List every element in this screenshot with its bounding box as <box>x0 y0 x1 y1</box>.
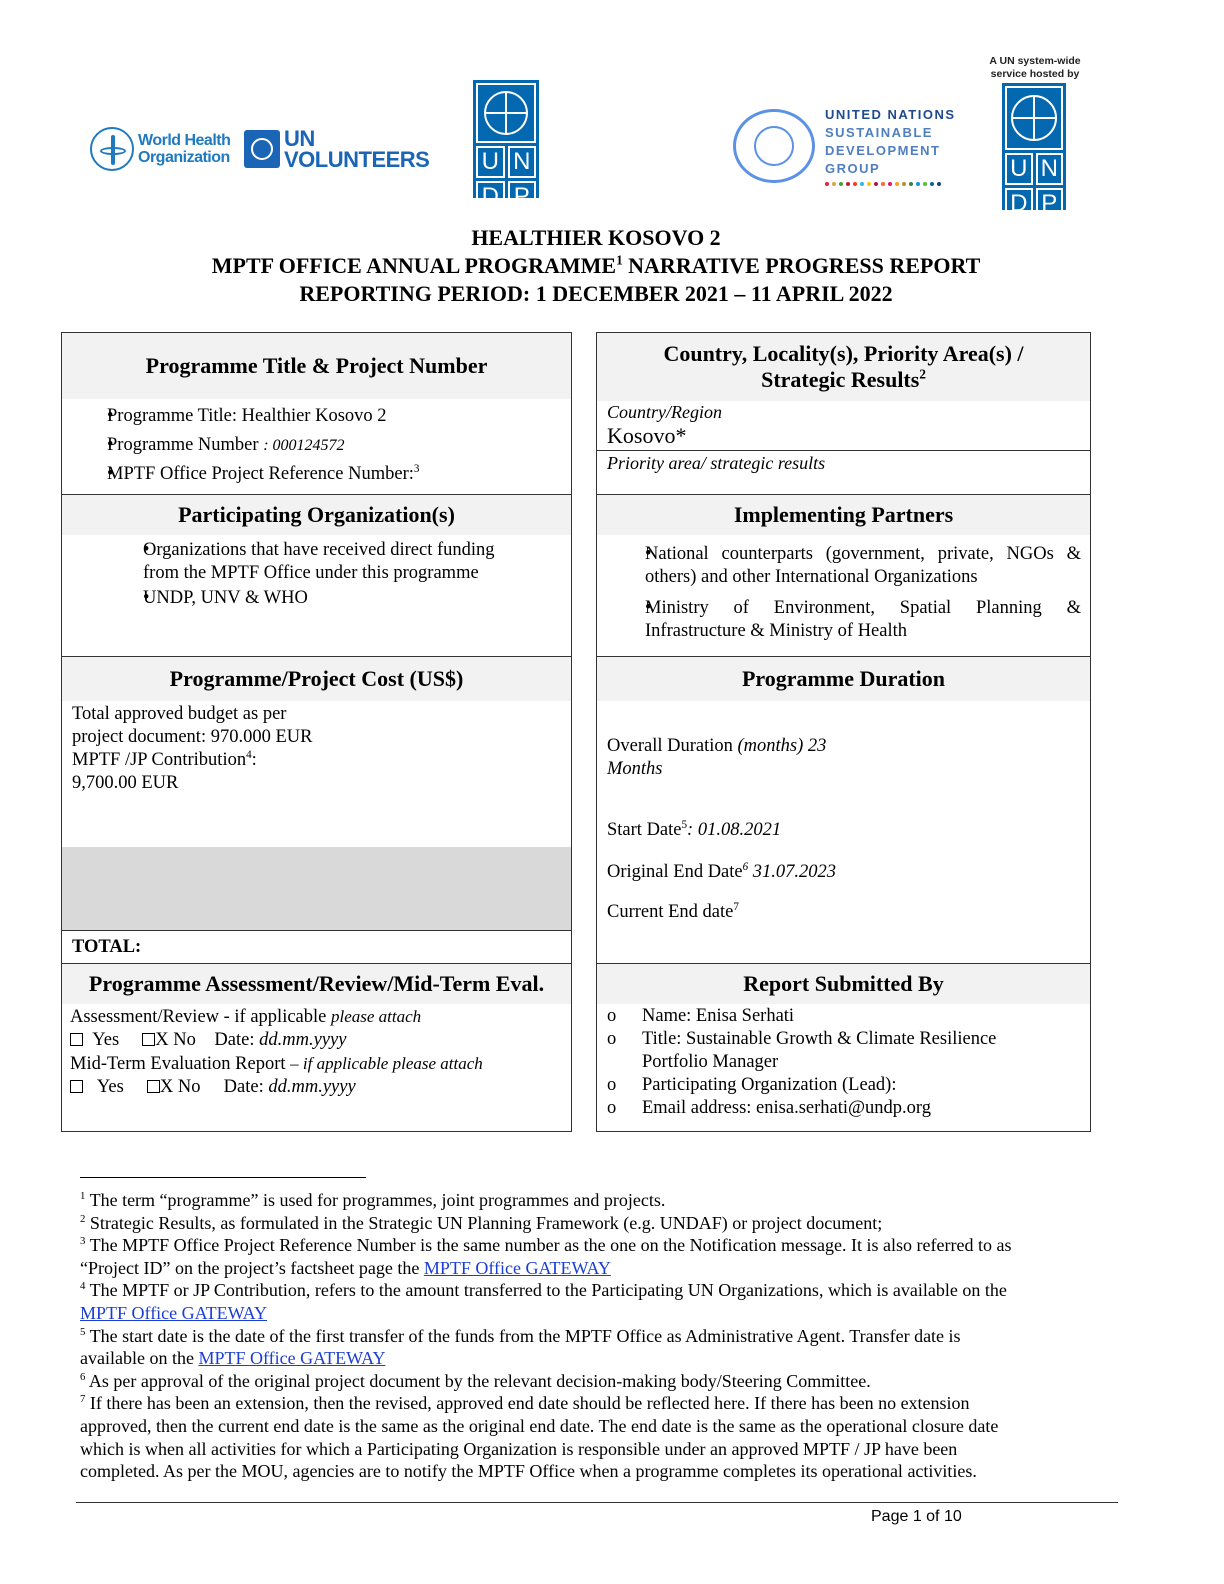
submitted-by-details: o Name: Enisa Serhati o Title: Sustainable Growth & Climate Resilience Portfolio Manager o Participating Organization (Lead): o Email address: enisa.serhati@undp.org <box>607 1006 997 1118</box>
project-cost-details <box>72 703 312 795</box>
cost-shaded-area <box>62 847 571 930</box>
submitter-title: Title: Sustainable Growth & Climate Resilience <box>642 1029 997 1049</box>
who-emblem-icon <box>90 127 134 171</box>
duration-value: (months) 23 <box>737 736 827 756</box>
assessment-no-checkbox[interactable] <box>142 1033 155 1046</box>
assessment-options <box>70 1029 483 1052</box>
original-end-date-value: 31.07.2023 <box>748 862 837 882</box>
who-logo <box>90 125 232 173</box>
submitter-organization: Participating Organization (Lead): <box>642 1075 897 1095</box>
participating-orgs-list <box>62 539 532 610</box>
sdg-color-dots <box>825 182 956 186</box>
programme-title: Programme Title: Healthier Kosovo 2 <box>107 406 387 426</box>
midterm-no-label: X No <box>159 1077 201 1097</box>
unsdg-line3: DEVELOPMENT <box>825 143 941 158</box>
duration-label: Overall Duration <box>607 736 738 756</box>
country-header <box>597 333 1090 401</box>
hosted-by-caption <box>980 55 1090 81</box>
undp-letter-u: U <box>476 146 505 178</box>
who-logo-line1: World Health <box>138 132 231 149</box>
undp-letter-d: D <box>476 181 505 213</box>
footnotes <box>80 1189 1120 1483</box>
undp-logo-host <box>1002 83 1066 217</box>
title-line3: REPORTING PERIOD: 1 DECEMBER 2021 – 11 APRIL 2022 <box>299 281 893 306</box>
assessment-yes-checkbox[interactable] <box>70 1033 83 1046</box>
unv-logo <box>244 126 429 172</box>
country-header-line1: Country, Locality(s), Priority Area(s) / <box>663 341 1024 366</box>
assessment-attach-note: please attach <box>331 1007 422 1026</box>
footnote-4: $^4$ The MPTF or JP Contribution, refers to the amount transferred to the Participating UN Organizations, which is available on the MPTF Office GATEWAY <box>80 1280 1007 1323</box>
submitter-email: Email address: enisa.serhati@undp.org <box>642 1098 931 1118</box>
cost-line2: project document: 970.000 EUR <box>72 727 313 747</box>
midterm-date-value: dd.mm.yyyy <box>268 1077 356 1097</box>
participating-orgs-header: Participating Organization(s) <box>62 495 571 535</box>
unsdg-line2: SUSTAINABLE <box>825 125 933 140</box>
hosted-line2: service hosted by <box>990 68 1080 80</box>
cost-line4: 9,700.00 EUR <box>72 773 179 793</box>
unv-logo-line1: UN <box>284 126 315 151</box>
who-logo-line2: Organization <box>138 149 230 166</box>
cost-line3: MPTF /JP Contribution$^4$: <box>72 748 257 770</box>
footnote-5: $^5$ The start date is the date of the first transfer of the funds from the MPTF Office as Administrative Agent. Transfer date is available on the MPTF Office GATEWAY <box>80 1325 961 1369</box>
footnote-separator <box>80 1177 366 1178</box>
midterm-date-label: Date: <box>223 1077 269 1097</box>
country-label: Country/Region <box>607 402 722 422</box>
assessment-label: Assessment/Review - if applicable <box>70 1007 331 1027</box>
midterm-no-checkbox[interactable] <box>147 1080 160 1093</box>
submitted-by-header: Report Submitted By <box>597 964 1090 1004</box>
submitter-name: Name: Enisa Serhati <box>642 1006 795 1026</box>
overall-duration <box>607 735 826 781</box>
midterm-options <box>70 1076 483 1099</box>
undp-letter-n: N <box>508 146 537 178</box>
un-globe-icon <box>1011 95 1057 141</box>
undp-letter-d: D <box>1005 188 1033 220</box>
assessment-no-label: X No <box>155 1030 196 1050</box>
right-info-column <box>596 332 1091 1132</box>
original-end-date: Original End Date$^6$ 31.07.2023 <box>607 860 837 882</box>
programme-number-label: Programme Number <box>107 435 264 455</box>
undp-letter-u: U <box>1005 153 1033 185</box>
country-header-line2: Strategic Results$^2$ <box>761 366 926 392</box>
title-line1: HEALTHIER KOSOVO 2 <box>471 225 721 250</box>
implementing-partner-item: • Ministry of Environment, Spatial Planning & Infrastructure & Ministry of Health <box>597 597 1081 643</box>
current-end-date: Current End date$^7$ <box>607 900 739 922</box>
undp-letter-n: N <box>1036 153 1064 185</box>
hosted-line1: A UN system-wide <box>989 55 1081 67</box>
unsdg-line1: UNITED NATIONS <box>825 107 956 122</box>
footnote-1: $^1$ The term “programme” is used for programmes, joint programmes and projects. <box>80 1190 666 1210</box>
undp-logo <box>473 80 539 210</box>
duration-header: Programme Duration <box>597 657 1090 701</box>
footnote-3: $^3$ The MPTF Office Project Reference Number is the same number as the one on the Notification message. It is also referred to as “Project ID” on the project’s factsheet page the MPTF Office GATEWAY <box>80 1235 1012 1278</box>
evaluation-header: Programme Assessment/Review/Mid-Term Eval. <box>62 964 571 1004</box>
implementing-partners-header: Implementing Partners <box>597 495 1090 535</box>
undp-letter-p: P <box>1036 188 1064 220</box>
footer-rule <box>76 1502 1118 1503</box>
participating-orgs-item: • Organizations that have received direct funding from the MPTF Office under this programme <box>62 539 532 585</box>
footnote-6: $^6$ As per approval of the original project document by the relevant decision-making body/Steering Committee. <box>80 1370 871 1391</box>
duration-unit: Months <box>607 759 663 779</box>
participating-orgs-item: • UNDP, UNV & WHO <box>62 587 532 610</box>
assessment-date-label: Date: <box>214 1030 260 1050</box>
start-date: Start Date$^5$: 01.08.2021 <box>607 818 782 840</box>
evaluation-details <box>70 1005 483 1099</box>
country-value: Kosovo* <box>607 423 687 448</box>
midterm-yes-label: Yes <box>96 1077 124 1097</box>
undp-letter-p: P <box>508 181 537 213</box>
un-wreath-icon <box>733 109 815 183</box>
page-number: Page 1 of 10 <box>871 1508 962 1525</box>
un-emblem-icon <box>244 130 280 168</box>
mptf-gateway-link[interactable]: MPTF Office GATEWAY <box>80 1302 267 1323</box>
assessment-date-value: dd.mm.yyyy <box>259 1030 347 1050</box>
submitter-title-line2: Portfolio Manager <box>642 1052 779 1072</box>
left-info-column <box>61 332 572 1132</box>
project-cost-header: Programme/Project Cost (US$) <box>62 657 571 701</box>
priority-area-label: Priority area/ strategic results <box>607 453 826 473</box>
programme-number: : 000124572 <box>263 437 345 454</box>
project-reference-label: MPTF Office Project Reference Number: <box>107 464 414 484</box>
midterm-yes-checkbox[interactable] <box>70 1080 83 1093</box>
mptf-gateway-link[interactable]: MPTF Office GATEWAY <box>423 1257 611 1278</box>
unsdg-line4: GROUP <box>825 161 881 176</box>
unsdg-logo <box>733 106 956 186</box>
footnote-2: $^2$ Strategic Results, as formulated in the Strategic UN Planning Framework (e.g. UNDAF) or project document; <box>80 1212 883 1233</box>
cost-line1: Total approved budget as per <box>72 704 287 724</box>
programme-title-header: Programme Title & Project Number <box>62 333 571 399</box>
report-title <box>0 224 1192 308</box>
start-date-value: : 01.08.2021 <box>687 820 782 840</box>
implementing-partners-list <box>597 543 1081 643</box>
assessment-yes-label: Yes <box>92 1030 120 1050</box>
programme-title-list: • Programme Title: Healthier Kosovo 2 • Programme Number : 000124572 • MPTF Office Project Reference Number:$^3$ <box>62 399 571 486</box>
midterm-attach-note: – if applicable please attach <box>290 1054 483 1073</box>
mptf-gateway-link[interactable]: MPTF Office GATEWAY <box>198 1348 386 1369</box>
footnote-7: $^7$ If there has been an extension, then the revised, approved end date should be reflected here. If there has been no extension approved, then the current end date is the same as the original end date. The end date is the same as the operational closure date which is when all activities for which a Participating Organization is responsible under an approved MPTF / JP have been completed. As per the MOU, agencies are to notify the MPTF Office when a programme completes its operational activities. <box>80 1393 999 1482</box>
implementing-partner-item: • National counterparts (government, private, NGOs & others) and other International Organizations <box>597 543 1081 589</box>
title-line2: MPTF OFFICE ANNUAL PROGRAMME$^1$ NARRATIVE PROGRESS REPORT <box>211 252 981 278</box>
midterm-label: Mid-Term Evaluation Report <box>70 1054 291 1074</box>
total-label: TOTAL: <box>72 937 142 957</box>
un-globe-icon <box>484 91 528 135</box>
unv-logo-line2: VOLUNTEERS <box>284 147 430 172</box>
